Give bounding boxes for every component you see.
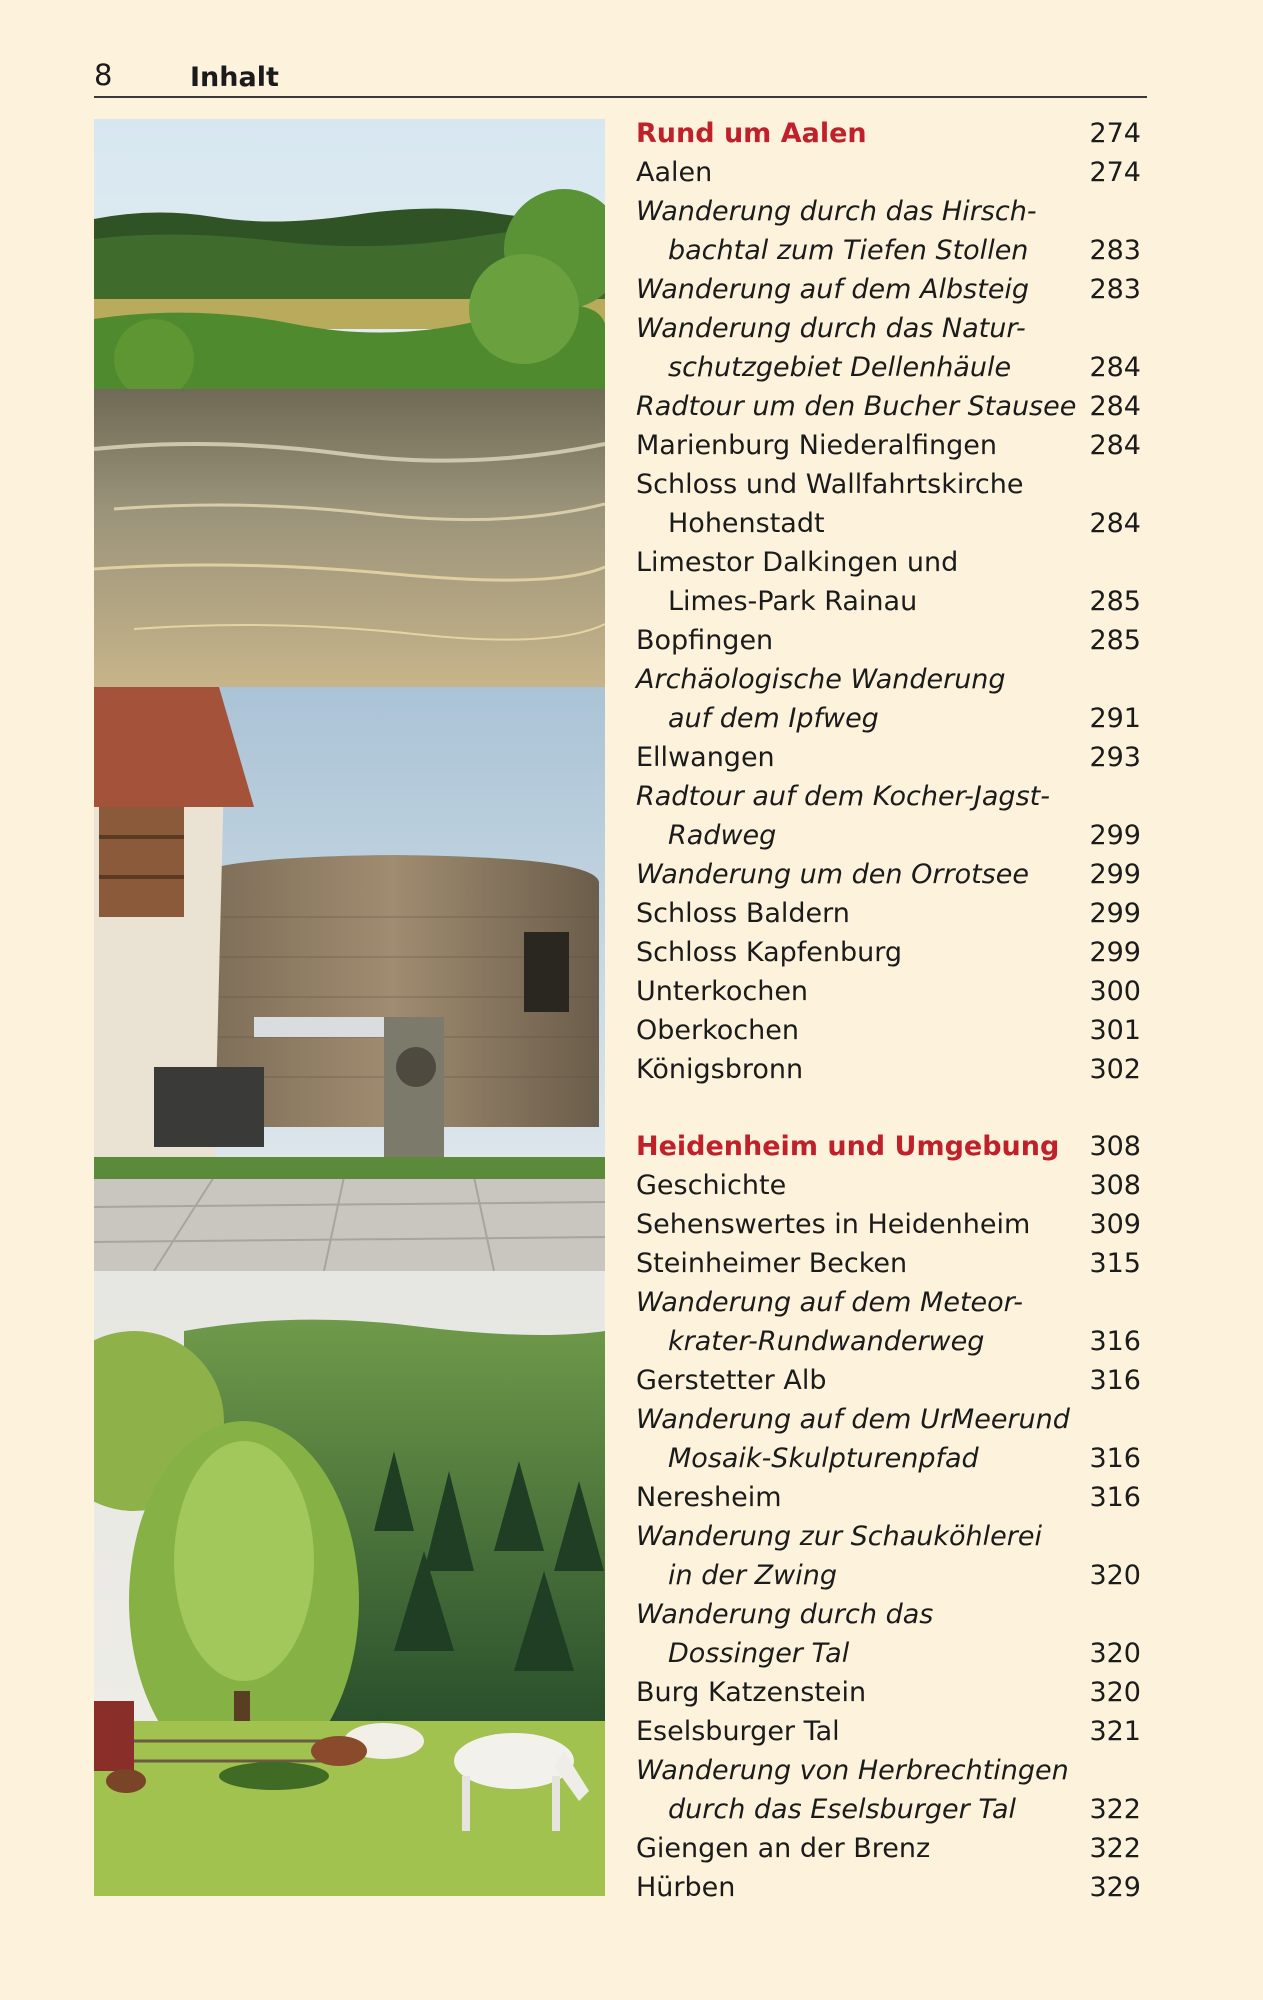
toc-entry[interactable] xyxy=(636,894,1141,933)
entry-title-line: Wanderung auf dem Meteor- xyxy=(636,1287,1024,1318)
page-ref: 285 xyxy=(1089,586,1141,617)
page-ref: 320 xyxy=(1089,1560,1141,1591)
toc-entry[interactable] xyxy=(636,1244,1141,1283)
entry-title-line: Radweg xyxy=(668,820,777,851)
section-title: Rund um Aalen xyxy=(636,118,867,149)
toc-entry[interactable] xyxy=(636,465,1141,543)
entry-title-line: Hürben xyxy=(636,1872,736,1903)
page-ref: 283 xyxy=(1089,235,1141,266)
entry-title-line: Hohenstadt xyxy=(668,508,825,539)
toc-entry[interactable] xyxy=(636,309,1141,387)
page-ref: 299 xyxy=(1089,937,1141,968)
toc-entry[interactable] xyxy=(636,387,1141,426)
entry-title-line: schutzgebiet Dellenhäule xyxy=(668,352,1012,383)
entry-title-line: Sehenswertes in Heidenheim xyxy=(636,1209,1031,1240)
horses-pasture-photo xyxy=(94,1271,605,1896)
page-ref: 301 xyxy=(1089,1015,1141,1046)
page-header xyxy=(94,54,1147,98)
page-ref: 322 xyxy=(1089,1794,1141,1825)
page-ref: 291 xyxy=(1089,703,1141,734)
page-ref: 320 xyxy=(1089,1677,1141,1708)
page-ref: 284 xyxy=(1089,352,1141,383)
toc-entry[interactable] xyxy=(636,621,1141,660)
toc-entry[interactable] xyxy=(636,1868,1141,1907)
entry-title-line: Wanderung durch das Natur- xyxy=(636,313,1026,344)
page-ref: 299 xyxy=(1089,859,1141,890)
toc-entry[interactable] xyxy=(636,1751,1141,1829)
toc-entry[interactable] xyxy=(636,1517,1141,1595)
entry-title-line: bachtal zum Tiefen Stollen xyxy=(668,235,1029,266)
entry-title-line: auf dem Ipfweg xyxy=(668,703,879,734)
page-ref: 299 xyxy=(1089,820,1141,851)
entry-title-line: Radtour um den Bucher Stausee xyxy=(636,391,1077,422)
toc-entry[interactable] xyxy=(636,1829,1141,1868)
entry-title-line: Burg Katzenstein xyxy=(636,1677,867,1708)
toc-entry[interactable] xyxy=(636,855,1141,894)
page-ref: 293 xyxy=(1089,742,1141,773)
toc-entry[interactable] xyxy=(636,1712,1141,1751)
toc-entry[interactable] xyxy=(636,1050,1141,1089)
section-heading[interactable] xyxy=(636,114,1141,153)
entry-title-line: Königsbronn xyxy=(636,1054,804,1085)
toc-entry[interactable] xyxy=(636,777,1141,855)
toc-section xyxy=(636,1127,1141,1907)
entry-title-line: Radtour auf dem Kocher-Jagst- xyxy=(636,781,1050,812)
toc-entry[interactable] xyxy=(636,1595,1141,1673)
page-ref: 329 xyxy=(1089,1872,1141,1903)
toc-entry[interactable] xyxy=(636,972,1141,1011)
river-meadow-photo xyxy=(94,119,605,687)
toc-entry[interactable] xyxy=(636,270,1141,309)
toc-entry[interactable] xyxy=(636,1478,1141,1517)
entry-title-line: Limestor Dalkingen und xyxy=(636,547,959,578)
entry-title-line: Wanderung durch das Hirsch- xyxy=(636,196,1037,227)
entry-title-line: Bopfingen xyxy=(636,625,774,656)
entry-title-line: Neresheim xyxy=(636,1482,782,1513)
page-ref: 321 xyxy=(1089,1716,1141,1747)
entry-title-line: Oberkochen xyxy=(636,1015,799,1046)
toc-entry[interactable] xyxy=(636,1361,1141,1400)
entry-title-line: Schloss Baldern xyxy=(636,898,850,929)
entry-title-line: Wanderung um den Orrotsee xyxy=(636,859,1029,890)
entry-title-line: Archäologische Wanderung xyxy=(636,664,1006,695)
toc-entry[interactable] xyxy=(636,1011,1141,1050)
toc-entry[interactable] xyxy=(636,192,1141,270)
entry-title-line: Wanderung von Herbrechtingen xyxy=(636,1755,1069,1786)
entry-title-line: Ellwangen xyxy=(636,742,775,773)
entry-title-line: Giengen an der Brenz xyxy=(636,1833,931,1864)
entry-title-line: Marienburg Niederalfingen xyxy=(636,430,997,461)
page-ref: 316 xyxy=(1089,1365,1141,1396)
toc-entry[interactable] xyxy=(636,426,1141,465)
entry-title-line: Eselsburger Tal xyxy=(636,1716,840,1747)
page-ref: 299 xyxy=(1089,898,1141,929)
page-ref: 316 xyxy=(1089,1326,1141,1357)
page-ref: 316 xyxy=(1089,1443,1141,1474)
section-title: Heidenheim und Umgebung xyxy=(636,1131,1060,1162)
entry-title-line: Mosaik-Skulpturenpfad xyxy=(668,1443,979,1474)
page-ref: 320 xyxy=(1089,1638,1141,1669)
toc-entry[interactable] xyxy=(636,933,1141,972)
page-number: 8 xyxy=(94,58,113,92)
toc-entry[interactable] xyxy=(636,1166,1141,1205)
toc-entry[interactable] xyxy=(636,738,1141,777)
page-ref: 274 xyxy=(1089,157,1141,188)
entry-title-line: Limes-Park Rainau xyxy=(668,586,918,617)
toc-entry[interactable] xyxy=(636,1400,1141,1478)
entry-title-line: Dossinger Tal xyxy=(668,1638,850,1669)
page-ref: 284 xyxy=(1089,508,1141,539)
entry-title-line: Wanderung auf dem UrMeerund xyxy=(636,1404,1070,1435)
page-ref: 302 xyxy=(1089,1054,1141,1085)
toc-entry[interactable] xyxy=(636,1673,1141,1712)
toc-entry[interactable] xyxy=(636,153,1141,192)
entry-title-line: Aalen xyxy=(636,157,713,188)
page-ref: 300 xyxy=(1089,976,1141,1007)
page-ref: 308 xyxy=(1089,1170,1141,1201)
entry-title-line: in der Zwing xyxy=(668,1560,837,1591)
page-ref: 285 xyxy=(1089,625,1141,656)
table-of-contents xyxy=(636,114,1141,1907)
page-ref: 308 xyxy=(1089,1131,1141,1162)
toc-entry[interactable] xyxy=(636,660,1141,738)
page-ref: 309 xyxy=(1089,1209,1141,1240)
page-title: Inhalt xyxy=(190,62,279,93)
photo-column xyxy=(94,119,605,1896)
entry-title-line: Unterkochen xyxy=(636,976,809,1007)
toc-entry[interactable] xyxy=(636,543,1141,621)
entry-title-line: durch das Eselsburger Tal xyxy=(668,1794,1017,1825)
page-ref: 284 xyxy=(1089,391,1141,422)
section-heading[interactable] xyxy=(636,1127,1141,1166)
page-ref: 283 xyxy=(1089,274,1141,305)
entry-title-line: Gerstetter Alb xyxy=(636,1365,827,1396)
entry-title-line: Wanderung zur Schauköhlerei xyxy=(636,1521,1042,1552)
page-ref: 315 xyxy=(1089,1248,1141,1279)
page-ref: 316 xyxy=(1089,1482,1141,1513)
toc-section xyxy=(636,114,1141,1089)
entry-title-line: Geschichte xyxy=(636,1170,787,1201)
page-ref: 284 xyxy=(1089,430,1141,461)
entry-title-line: krater-Rundwanderweg xyxy=(668,1326,985,1357)
toc-entry[interactable] xyxy=(636,1283,1141,1361)
toc-entry[interactable] xyxy=(636,1205,1141,1244)
entry-title-line: Steinheimer Becken xyxy=(636,1248,908,1279)
museum-building-photo xyxy=(94,687,605,1271)
page-ref: 322 xyxy=(1089,1833,1141,1864)
entry-title-line: Schloss und Wallfahrtskirche xyxy=(636,469,1024,500)
entry-title-line: Wanderung durch das xyxy=(636,1599,934,1630)
entry-title-line: Schloss Kapfenburg xyxy=(636,937,902,968)
entry-title-line: Wanderung auf dem Albsteig xyxy=(636,274,1030,305)
page-ref: 274 xyxy=(1089,118,1141,149)
